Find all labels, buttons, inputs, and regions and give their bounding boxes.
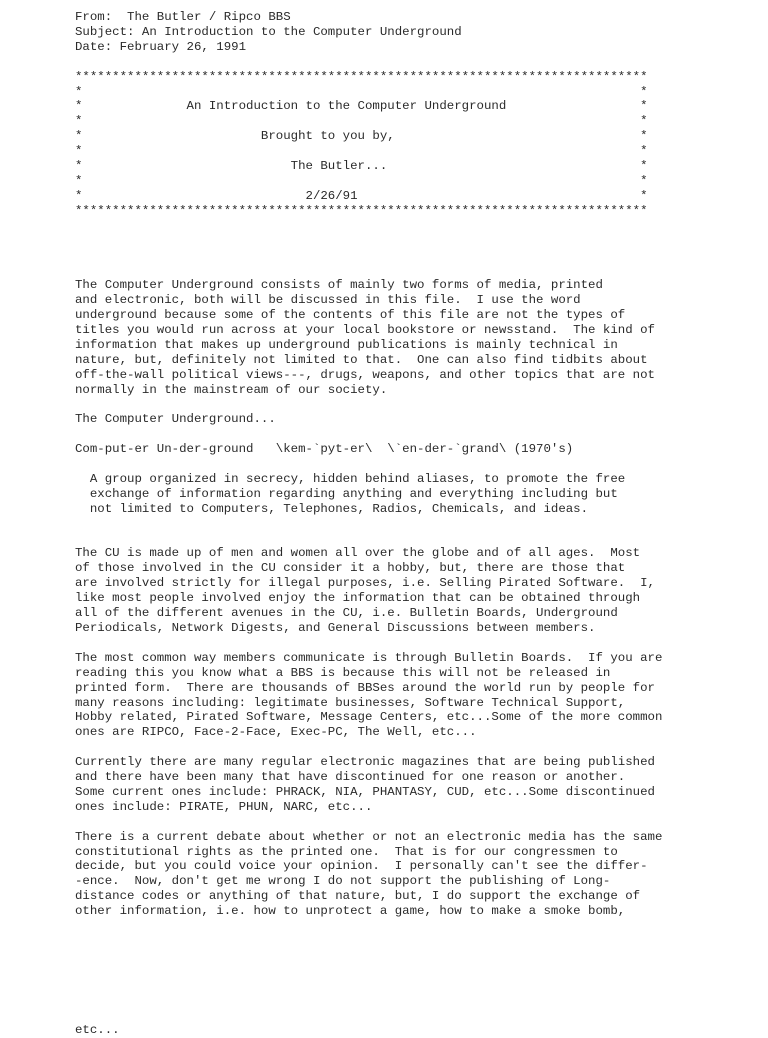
document-line	[75, 636, 662, 651]
document-line: The Computer Underground...	[75, 412, 276, 427]
document-line: * 2/26/91 *	[75, 188, 648, 203]
document-line: Date: February 26, 1991	[75, 39, 247, 54]
document-line	[75, 919, 662, 934]
document-line: * *	[75, 173, 648, 188]
document-line	[75, 397, 662, 412]
document-line: Com-put-er Un-der-ground \kem-`pyt-er\ \`en-der-`grand\ (1970's)	[75, 442, 574, 457]
document-line: not limited to Computers, Telephones, Radios, Chemicals, and ideas.	[75, 501, 589, 516]
document-line	[75, 740, 662, 755]
document-line: The CU is made up of men and women all over the globe and of all ages. Most	[75, 546, 641, 561]
document-line	[75, 427, 662, 442]
document-line: nature, but, definitely not limited to that. One can also find tidbits about	[75, 352, 648, 367]
document-line: Currently there are many regular electronic magazines that are being published	[75, 755, 655, 770]
document-line: *****************************************************************************	[75, 69, 648, 84]
document-line	[75, 234, 662, 249]
document-line: like most people involved enjoy the information that can be obtained through	[75, 591, 641, 606]
document-line: distance codes or anything of that nature, but, I do support the exchange of	[75, 889, 641, 904]
document-line: The Computer Underground consists of mainly two forms of media, printed	[75, 278, 603, 293]
document-line: other information, i.e. how to unprotect a game, how to make a smoke bomb,	[75, 904, 626, 919]
document-line	[75, 55, 662, 70]
document-line	[75, 532, 662, 547]
document-line: ones are RIPCO, Face-2-Face, Exec-PC, The Well, etc...	[75, 725, 477, 740]
document-line: information that makes up underground publications is mainly technical in	[75, 337, 618, 352]
document-line: constitutional rights as the printed one. That is for our congressmen to	[75, 844, 618, 859]
document-line	[75, 964, 662, 979]
document-line: Hobby related, Pirated Software, Message Centers, etc...Some of the more common	[75, 710, 663, 725]
document-line: Some current ones include: PHRACK, NIA, PHANTASY, CUD, etc...Some discontinued	[75, 784, 655, 799]
document-line: and electronic, both will be discussed in this file. I use the word	[75, 293, 581, 308]
document-line: The most common way members communicate is through Bulletin Boards. If you are	[75, 650, 663, 665]
document-line: There is a current debate about whether or not an electronic media has the same	[75, 829, 663, 844]
document-line: * *	[75, 84, 648, 99]
document-line	[75, 248, 662, 263]
document-text	[75, 10, 662, 1038]
document-line: all of the different avenues in the CU, i.e. Bulletin Boards, Underground	[75, 606, 618, 621]
document-line: exchange of information regarding anything and everything including but	[75, 486, 618, 501]
document-line: * An Introduction to the Computer Underground *	[75, 99, 648, 114]
document-line: etc...	[75, 1023, 120, 1038]
document-line: are involved strictly for illegal purposes, i.e. Selling Pirated Software. I,	[75, 576, 655, 591]
document-line	[75, 1008, 662, 1023]
document-line: underground because some of the contents of this file are not the types of	[75, 308, 626, 323]
document-line: reading this you know what a BBS is because this will not be released in	[75, 665, 611, 680]
document-line: * Brought to you by, *	[75, 129, 648, 144]
document-line: A group organized in secrecy, hidden behind aliases, to promote the free	[75, 471, 626, 486]
document-line	[75, 994, 662, 1009]
document-line	[75, 949, 662, 964]
document-line: Periodicals, Network Digests, and General Discussions between members.	[75, 621, 596, 635]
document-line	[75, 457, 662, 472]
document-line: *****************************************************************************	[75, 203, 648, 218]
document-line	[75, 263, 662, 278]
document-line	[75, 815, 662, 830]
document-line: From: The Butler / Ripco BBS	[75, 10, 291, 24]
document-line: and there have been many that have discontinued for one reason or another.	[75, 770, 626, 785]
document-line: many reasons including: legitimate businesses, Software Technical Support,	[75, 695, 626, 710]
document-line: normally in the mainstream of our society.	[75, 382, 388, 397]
document-line: decide, but you could voice your opinion. I personally can't see the differ-	[75, 859, 648, 874]
document-line: of those involved in the CU consider it a hobby, but, there are those that	[75, 561, 626, 576]
document-line: titles you would run across at your local bookstore or newsstand. The kind of	[75, 322, 655, 337]
document-line	[75, 934, 662, 949]
document-line: off-the-wall political views---, drugs, weapons, and other topics that are not	[75, 367, 655, 382]
document-line: * The Butler... *	[75, 159, 648, 174]
document-line: ones include: PIRATE, PHUN, NARC, etc...	[75, 799, 373, 814]
document-line: -ence. Now, don't get me wrong I do not support the publishing of Long-	[75, 874, 611, 889]
document-line	[75, 517, 662, 532]
document-line: * *	[75, 144, 648, 159]
document-line: Subject: An Introduction to the Computer Underground	[75, 24, 462, 39]
document-line	[75, 219, 662, 234]
document-line	[75, 979, 662, 994]
document-line: printed form. There are thousands of BBSes around the world run by people for	[75, 680, 655, 695]
document-line: * *	[75, 114, 648, 129]
